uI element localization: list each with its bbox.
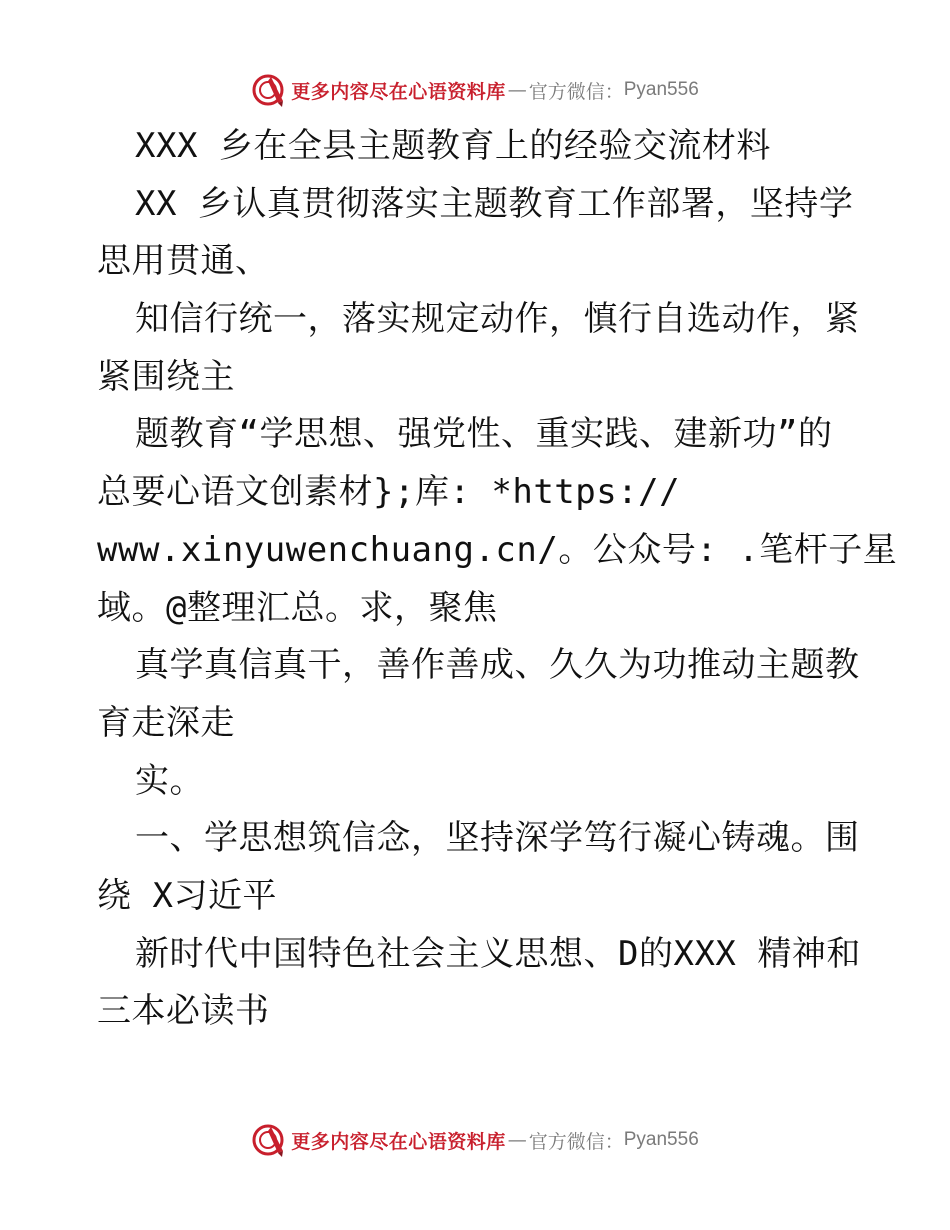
pen-logo-icon bbox=[251, 73, 285, 107]
footer-watermark-banner bbox=[0, 1120, 950, 1160]
paragraph-line: 总要心语文创素材};库: *https:// bbox=[97, 472, 681, 513]
header-brand-text: 更多内容尽在心语资料库 bbox=[291, 80, 506, 103]
footer-brand-text: 更多内容尽在心语资料库 bbox=[291, 1130, 506, 1153]
footer-dash: — bbox=[507, 1129, 527, 1151]
paragraph-line: 知信行统一，落实规定动作，慎行自选动作，紧 bbox=[135, 299, 860, 340]
paragraph-line: 思用贯通、 bbox=[97, 241, 270, 282]
document-title: XXX 乡在全县主题教育上的经验交流材料 bbox=[135, 126, 771, 166]
footer-wechat-id: Pyan556 bbox=[623, 1129, 699, 1150]
document-body bbox=[97, 118, 898, 1041]
header-watermark-banner bbox=[0, 70, 950, 110]
paragraph-line: 三本必读书 bbox=[97, 991, 270, 1032]
paragraph-line: 绕 X习近平 bbox=[97, 875, 277, 916]
paragraph-line: www.xinyuwenchuang.cn/。公众号: .笔杆子星 bbox=[97, 529, 898, 570]
paragraph-line: 题教育“学思想、强党性、重实践、建新功”的 bbox=[135, 414, 833, 455]
paragraph-line: 真学真信真干，善作善成、久久为功推动主题教 bbox=[135, 645, 860, 686]
paragraph-line: 域。@整理汇总。求，聚焦 bbox=[97, 587, 498, 628]
paragraph-line: 紧围绕主 bbox=[97, 356, 235, 397]
footer-official-label: 官方微信： bbox=[528, 1130, 624, 1153]
pen-logo-icon bbox=[251, 1123, 285, 1157]
section-heading-line: 一、学思想筑信念，坚持深学笃行凝心铸魂。围 bbox=[135, 818, 860, 859]
paragraph-line: 实。 bbox=[135, 760, 204, 801]
paragraph-line: XX 乡认真贯彻落实主题教育工作部署，坚持学 bbox=[135, 183, 854, 224]
header-dash: — bbox=[507, 79, 527, 101]
header-wechat-id: Pyan556 bbox=[623, 79, 699, 100]
paragraph-line: 新时代中国特色社会主义思想、D的XXX 精神和 bbox=[135, 933, 861, 974]
paragraph-line: 育走深走 bbox=[97, 702, 235, 743]
header-official-label: 官方微信： bbox=[528, 80, 624, 103]
